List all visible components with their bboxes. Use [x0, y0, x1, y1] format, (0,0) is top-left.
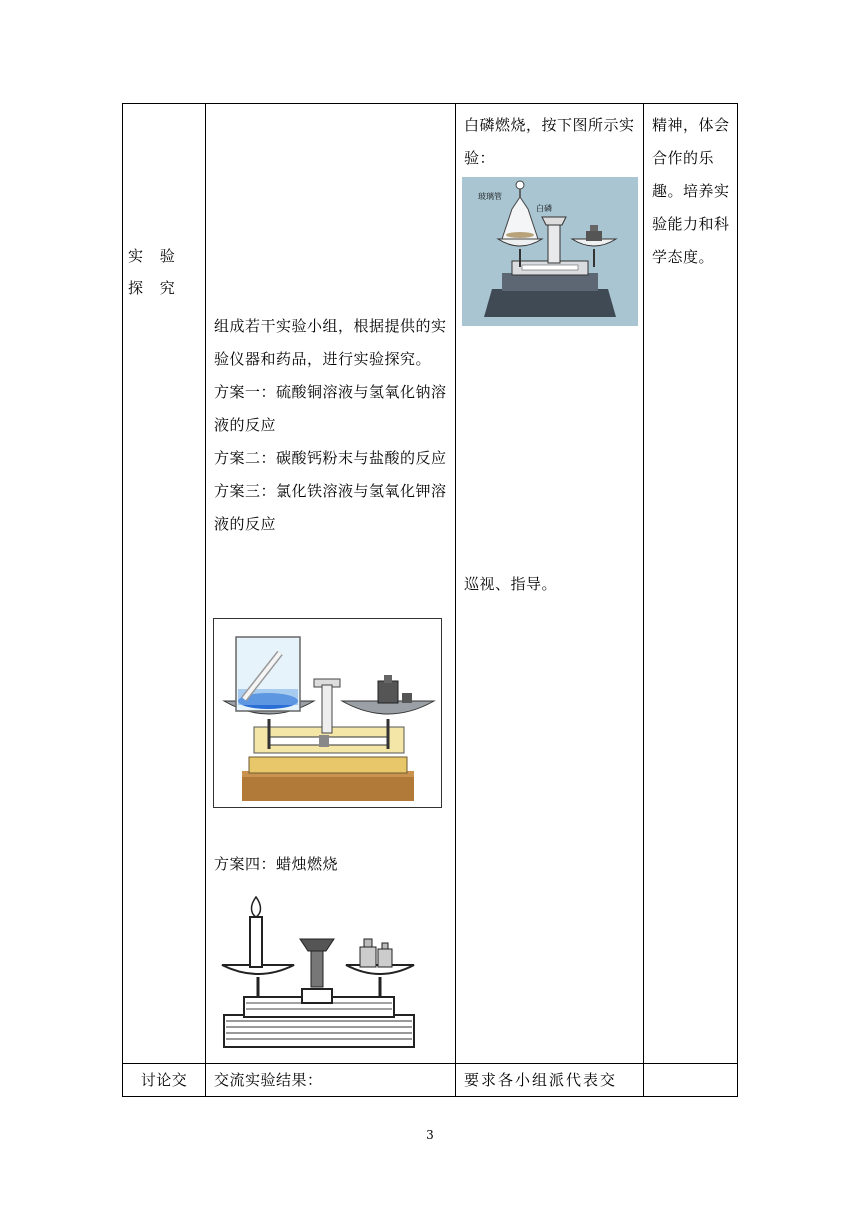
phosphorus-balance-figure	[462, 177, 638, 326]
student-activity	[214, 310, 450, 541]
table-col-divider-2	[455, 103, 456, 1097]
section-label-experiment: 实 验 探 究	[128, 247, 181, 297]
figure-label-phosphorus: 白磷	[536, 204, 552, 213]
section-label-discussion: 讨论交	[140, 1071, 188, 1089]
table-col-divider-3	[643, 103, 644, 1097]
plan-one: 方案一：硫酸铜溶液与氢氧化钠溶液的反应	[214, 383, 447, 434]
table-border-top	[122, 103, 738, 104]
balance-candle-figure	[214, 893, 444, 1053]
plan-three: 方案三：氯化铁溶液与氢氧化钾溶液的反应	[214, 482, 447, 533]
page-number: 3	[426, 1128, 434, 1142]
activity-intro: 组成若干实验小组，根据提供的实验仪器和药品，进行实验探究。	[214, 317, 447, 368]
teacher-guidance: 巡视、指导。	[464, 575, 558, 593]
discussion-student: 交流实验结果：	[214, 1071, 323, 1089]
discussion-teacher: 要求各小组派代表交	[464, 1071, 618, 1089]
figure-label-tube: 玻璃管	[478, 192, 502, 201]
design-intent: 精神，体会合作的乐趣。培养实验能力和科学态度。	[652, 116, 730, 266]
plan-two: 方案二：碳酸钙粉末与盐酸的反应	[214, 449, 447, 467]
balance-beaker-figure	[213, 618, 442, 808]
plan-four: 方案四：蜡烛燃烧	[214, 855, 339, 873]
table-border-left	[122, 103, 123, 1097]
teacher-demo-text: 白磷燃烧，按下图所示实验：	[464, 116, 635, 167]
table-border-right	[737, 103, 738, 1097]
table-col-divider-1	[205, 103, 206, 1097]
